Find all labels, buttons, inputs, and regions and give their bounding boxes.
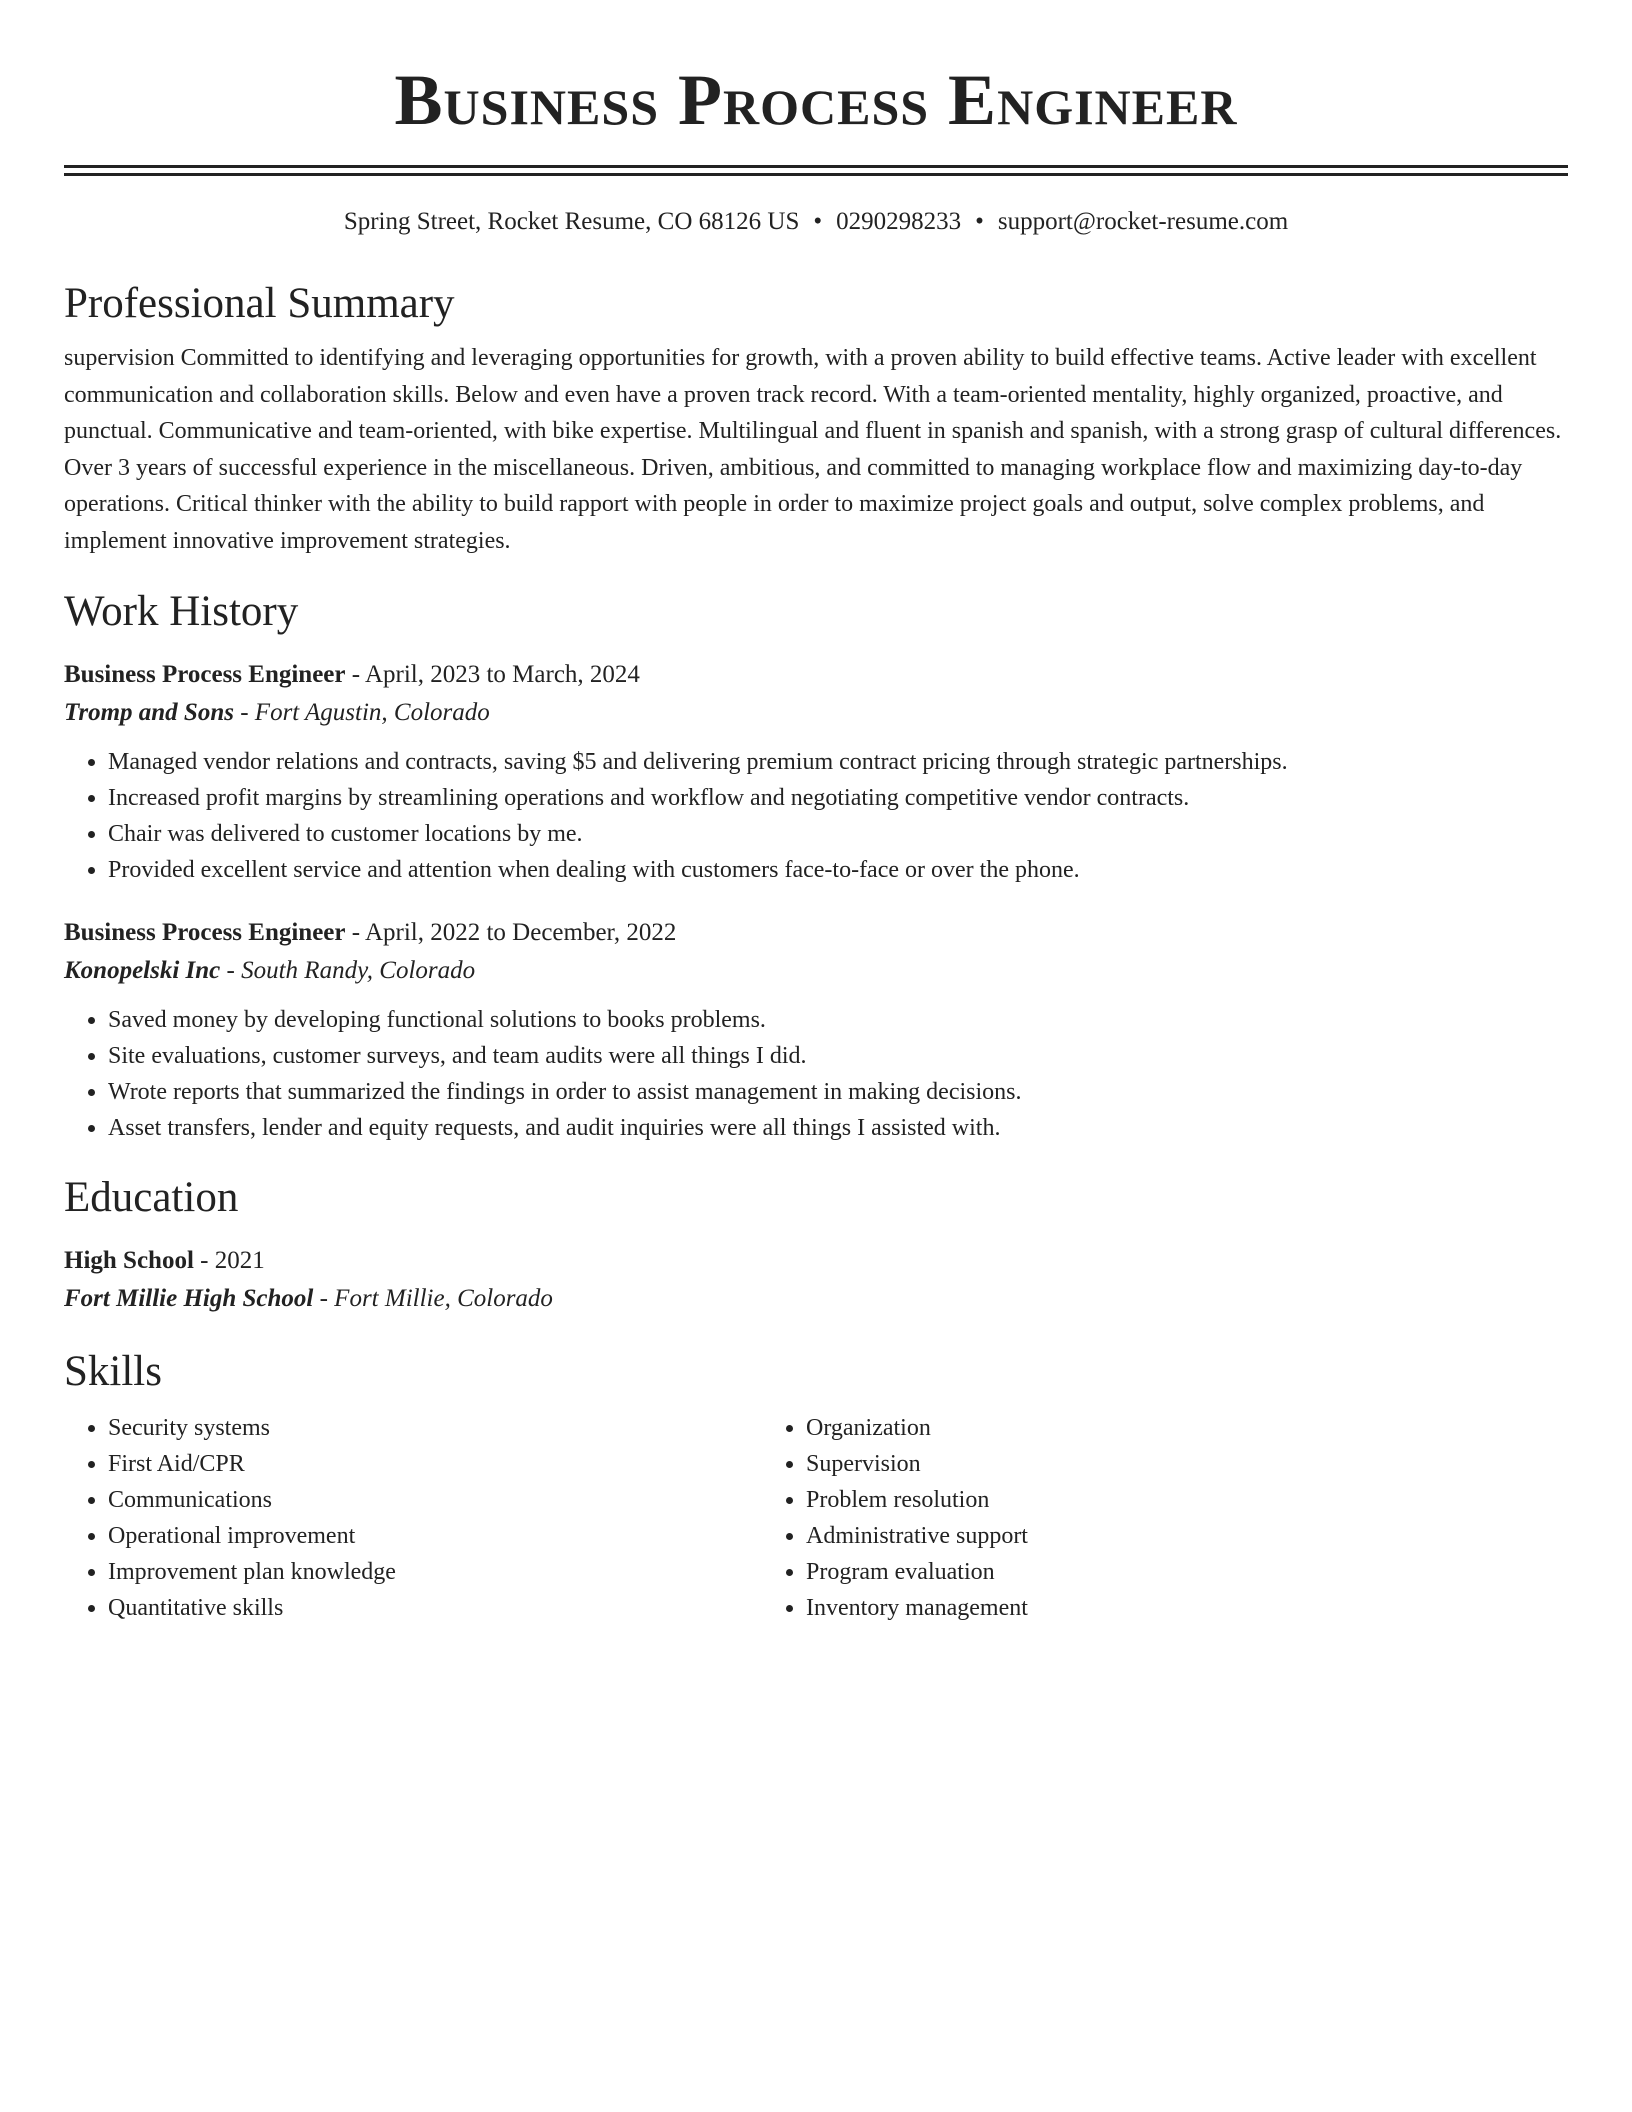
skills-heading: Skills (64, 1347, 162, 1395)
skill-item: • Communications (108, 1482, 762, 1518)
skill-item: • Problem resolution (806, 1482, 1460, 1518)
resume-title: Business Process Engineer (394, 60, 1238, 140)
job-bullet: • Wrote reports that summarized the findings in order to assist management in making decisions. (108, 1074, 1568, 1110)
skill-item: • Operational improvement (108, 1518, 762, 1554)
skill-item: • Organization (806, 1410, 1460, 1446)
skills-list-right (762, 1410, 1460, 1626)
job-location: - South Randy, Colorado (220, 956, 476, 984)
job-entry (64, 914, 1568, 1146)
contact-separator: • (813, 208, 823, 235)
education-degree-line (64, 1242, 1568, 1280)
job-title-line (64, 656, 1568, 694)
contact-phone: 0290298233 (836, 208, 962, 235)
job-bullet: • Asset transfers, lender and equity requests, and audit inquiries were all things I assisted with. (108, 1110, 1568, 1146)
education-degree: High School (64, 1246, 194, 1274)
job-location: - Fort Agustin, Colorado (233, 698, 490, 726)
job-company: Konopelski Inc (64, 956, 221, 984)
contact-separator: • (975, 208, 984, 235)
job-dates: - April, 2022 to December, 2022 (345, 918, 677, 946)
job-company-line (64, 694, 1568, 732)
title-double-rule (64, 165, 1568, 176)
skill-item: • First Aid/CPR (108, 1446, 762, 1482)
contact-address: Spring Street, Rocket Resume, CO 68126 US (343, 208, 800, 235)
skill-item: • Inventory management (806, 1590, 1460, 1626)
job-role: Business Process Engineer (64, 660, 346, 688)
skills-list-left (64, 1410, 762, 1626)
job-company-line (64, 952, 1568, 990)
work-history-heading: Work History (64, 587, 299, 635)
skills-columns (64, 1410, 1568, 1626)
contact-email: support@rocket-resume.com (997, 208, 1289, 235)
job-bullets (64, 1002, 1568, 1146)
job-dates: - April, 2023 to March, 2024 (345, 660, 640, 688)
job-bullet: • Provided excellent service and attention when dealing with customers face-to-face or over the phone. (108, 852, 1568, 888)
education-location: - Fort Millie, Colorado (313, 1284, 553, 1312)
skill-item: • Quantitative skills (108, 1590, 762, 1626)
summary-heading: Professional Summary (64, 280, 455, 327)
skill-item: • Security systems (108, 1410, 762, 1446)
summary-text: supervision Committed to identifying and leveraging opportunities for growth, with a proven ability to build effective teams. Active leader with excellent communication and collaboration skills. Below and even have a proven track record. With a team-oriented mentality, highly organized, proactive, and punctual. Communicative and team-oriented, with bike expertise. Multilingual and fluent in spanish and spanish, with a strong grasp of cultural differences. Over 3 years of successful experience in the miscellaneous. Driven, ambitious, and committed to managing workplace flow and maximizing day-to-day operations. Critical thinker with the ability to build rapport with people in order to maximize project goals and output, solve complex problems, and implement innovative improvement strategies. (64, 345, 1562, 554)
job-bullet: • Saved money by developing functional solutions to books problems. (108, 1002, 1568, 1038)
education-school-line (64, 1280, 1568, 1318)
job-bullet: • Chair was delivered to customer locations by me. (108, 816, 1568, 852)
job-bullet: • Managed vendor relations and contracts, saving $5 and delivering premium contract pricing through strategic partnerships. (108, 744, 1568, 780)
skill-item: • Program evaluation (806, 1554, 1460, 1590)
education-school: Fort Millie High School (64, 1284, 314, 1312)
skill-item: • Improvement plan knowledge (108, 1554, 762, 1590)
education-heading: Education (64, 1173, 239, 1221)
job-role: Business Process Engineer (64, 918, 346, 946)
job-title-line (64, 914, 1568, 952)
education-year: - 2021 (193, 1246, 265, 1274)
skill-item: • Administrative support (806, 1518, 1460, 1554)
job-entry (64, 656, 1568, 888)
job-company: Tromp and Sons (64, 698, 234, 726)
skill-item: • Supervision (806, 1446, 1460, 1482)
job-bullet: • Site evaluations, customer surveys, and team audits were all things I did. (108, 1038, 1568, 1074)
education-entry (64, 1242, 1568, 1318)
job-bullets (64, 744, 1568, 888)
contact-line (64, 204, 1568, 240)
job-bullet: • Increased profit margins by streamlining operations and workflow and negotiating competitive vendor contracts. (108, 780, 1568, 816)
